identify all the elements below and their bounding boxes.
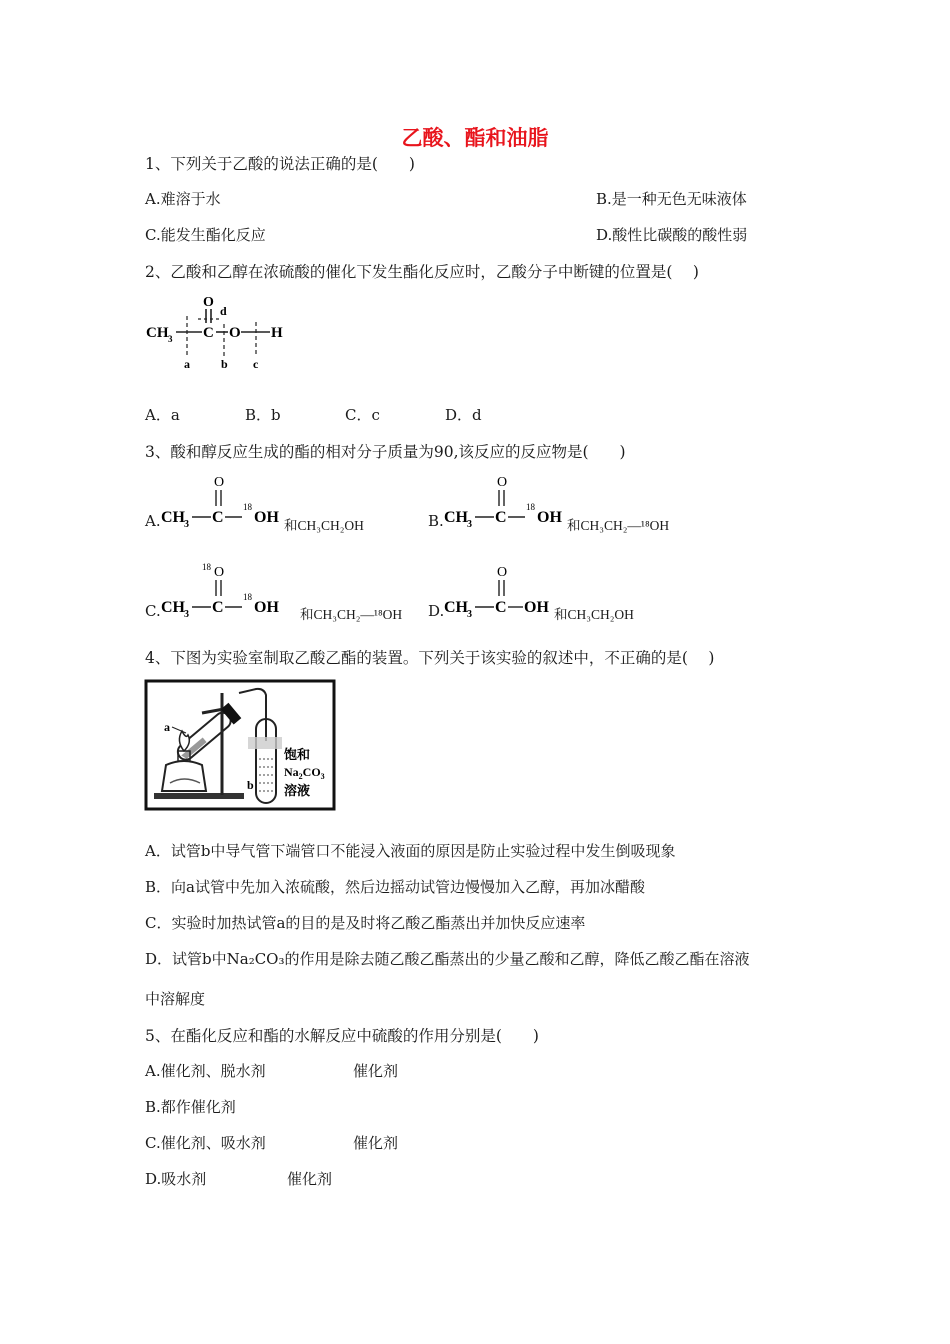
q2-option-a: A．a [145,406,180,424]
q1-stem: 1、下列关于乙酸的说法正确的是( ) [145,155,415,173]
q4-option-d: D．试管b中Na₂CO₃的作用是除去随乙酸乙酯蒸出的少量乙酸和乙醇，降低乙酸乙酯在溶液 [145,950,750,968]
q3-stem: 3、酸和醇反应生成的酯的相对分子质量为90,该反应的反应物是( ) [145,443,626,461]
q2-option-c: C．c [345,406,380,424]
q3-option-b-text: 和CH₃CH₂—¹⁸OH [567,518,670,533]
q3-option-b-label: B. [428,512,444,530]
hydroxyl: OH [537,509,562,526]
stand-base [154,793,244,799]
ethyl-acetate-apparatus-figure [144,679,340,813]
bond-label-b: b [221,357,228,371]
label-solution: 溶液 [284,783,311,798]
ch3: CH [161,599,185,616]
label-b: b [247,778,254,792]
q3-option-a-label: A. [145,512,161,530]
q5-option-d: D.吸水剂 [145,1170,207,1188]
q3-option-d-label: D. [428,602,445,620]
q3-option-b-structure [441,470,569,532]
ch3-sub: 3 [184,609,189,620]
label-a: a [164,720,170,734]
ch3-subscript: 3 [168,334,173,344]
q4-stem: 4、下图为实验室制取乙酸乙酯的装置。下列关于该实验的叙述中，不正确的是( ) [145,649,715,667]
q1-option-d: D.酸性比碳酸的酸性弱 [596,226,748,244]
q4-option-c: C．实验时加热试管a的目的是及时将乙酸乙酯蒸出并加快反应速率 [145,914,586,932]
carbon: C [212,509,224,526]
label-na2co3: $Na_2CO_3$ [284,765,325,781]
q3-option-c-text: 和CH₃CH₂—¹⁸OH [300,607,403,622]
bond-label-a: a [184,357,190,371]
carbonyl-isotope: 18 [202,562,211,572]
hydrogen-label: H [271,325,283,341]
q3-option-c-label: C. [145,602,161,620]
q2-option-d: D．d [445,406,482,424]
carbonyl-oxygen: O [497,475,508,490]
q3-option-d-text: 和CH₃CH₂OH [554,607,634,622]
hydroxyl: OH [254,599,279,616]
acetic-acid-bond-diagram [140,290,300,372]
q5-option-a: A.催化剂、脱水剂 [145,1062,266,1080]
ch3: CH [444,599,468,616]
q5-option-a-right: 催化剂 [353,1062,399,1080]
q5-option-c-right: 催化剂 [353,1134,399,1152]
bond-label-d: d [220,304,227,318]
oh-isotope: 18 [526,502,535,512]
q5-option-d-right: 催化剂 [287,1170,333,1188]
label-saturated: 饱和 [284,747,311,762]
carbonyl-oxygen-label: O [203,295,214,310]
ch3-sub: 3 [467,609,472,620]
ch3-sub: 3 [184,519,189,530]
q2-option-b: B．b [245,406,281,424]
hydroxyl-oxygen-label: O [229,325,241,341]
q3-option-d-structure [441,558,556,622]
q3-option-a-text: 和CH₃CH₂OH [284,518,364,533]
ch3-label: CH [146,325,169,341]
q3-option-a-structure [158,470,286,532]
ch3: CH [161,509,185,526]
carbon: C [495,599,507,616]
carbonyl-oxygen: O [214,475,225,490]
blurred-mark [248,737,282,749]
hydroxyl: OH [254,509,279,526]
carbon-label: C [203,325,214,341]
q1-option-a: A.难溶于水 [145,190,221,208]
carbonyl-oxygen: O [497,565,508,580]
carbonyl-oxygen: O [214,565,225,580]
page-title: 乙酸、酯和油脂 [401,126,549,150]
q4-option-b: B．向a试管中先加入浓硫酸，然后边摇动试管边慢慢加入乙醇，再加冰醋酸 [145,878,645,896]
q4-option-d-continued: 中溶解度 [145,990,206,1008]
q5-option-b: B.都作催化剂 [145,1098,236,1116]
carbon: C [212,599,224,616]
q1-option-b: B.是一种无色无味液体 [596,190,747,208]
carbon: C [495,509,507,526]
oh-isotope: 18 [243,592,252,602]
oh-isotope: 18 [243,502,252,512]
q4-option-a: A．试管b中导气管下端管口不能浸入液面的原因是防止实验过程中发生倒吸现象 [145,842,676,860]
ch3: CH [444,509,468,526]
q2-stem: 2、乙酸和乙醇在浓硫酸的催化下发生酯化反应时，乙酸分子中断键的位置是( ) [145,263,699,281]
q5-stem: 5、在酯化反应和酯的水解反应中硫酸的作用分别是( ) [145,1027,539,1045]
bond-label-c: c [253,357,259,371]
hydroxyl: OH [524,599,549,616]
q1-option-c: C.能发生酯化反应 [145,226,266,244]
q3-option-c-structure [158,558,298,622]
ch3-sub: 3 [467,519,472,530]
q5-option-c: C.催化剂、吸水剂 [145,1134,266,1152]
